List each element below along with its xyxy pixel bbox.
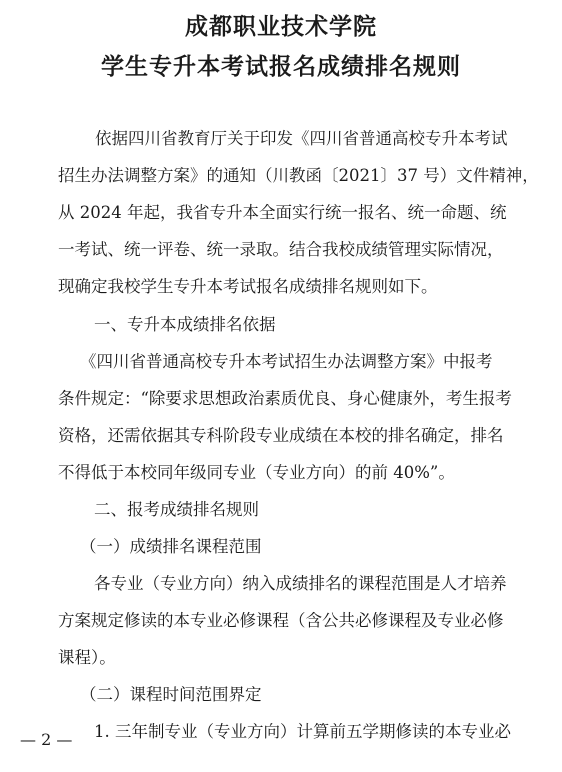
paragraph-2-line-3: 资格，还需依据其专科阶段专业成绩在本校的排名确定，排名 <box>58 426 504 445</box>
section-2-heading: 二、报考成绩排名规则 <box>94 500 259 519</box>
section-1-heading: 一、专升本成绩排名依据 <box>94 315 276 334</box>
paragraph-1-line-3: 从 2024 年起，我省专升本全面实行统一报名、统一命题、统 <box>58 203 507 222</box>
page-number: — 2 — <box>20 730 73 749</box>
subsection-2-heading: （二）课程时间范围界定 <box>80 685 262 704</box>
paragraph-1-line-2: 招生办法调整方案》的通知（川教函〔2021〕37 号）文件精神， <box>58 166 539 185</box>
paragraph-3-line-3: 课程）。 <box>58 648 116 667</box>
paragraph-2-line-1: 《四川省普通高校专升本考试招生办法调整方案》中报考 <box>80 352 493 371</box>
paragraph-2-line-2: 条件规定：“除要求思想政治素质优良、身心健康外，考生报考 <box>58 389 512 408</box>
subsection-1-heading: （一）成绩排名课程范围 <box>80 537 262 556</box>
paragraph-4-line-1: 1. 三年制专业（专业方向）计算前五学期修读的本专业必 <box>94 722 511 741</box>
paragraph-3-line-2: 方案规定修读的本专业必修课程（含公共必修课程及专业必修 <box>58 611 504 630</box>
document-title-rules: 学生专升本考试报名成绩排名规则 <box>101 54 461 80</box>
paragraph-2-line-4: 不得低于本校同年级同专业（专业方向）的前 40%”。 <box>58 463 455 482</box>
paragraph-1-line-5: 现确定我校学生专升本考试报名成绩排名规则如下。 <box>58 277 438 296</box>
paragraph-1-line-1: 依据四川省教育厅关于印发《四川省普通高校专升本考试 <box>95 129 508 148</box>
paragraph-1-line-4: 一考试、统一评卷、统一录取。结合我校成绩管理实际情况， <box>58 240 504 259</box>
paragraph-3-line-1: 各专业（专业方向）纳入成绩排名的课程范围是人才培养 <box>94 574 507 593</box>
document-title-institution: 成都职业技术学院 <box>185 14 377 40</box>
